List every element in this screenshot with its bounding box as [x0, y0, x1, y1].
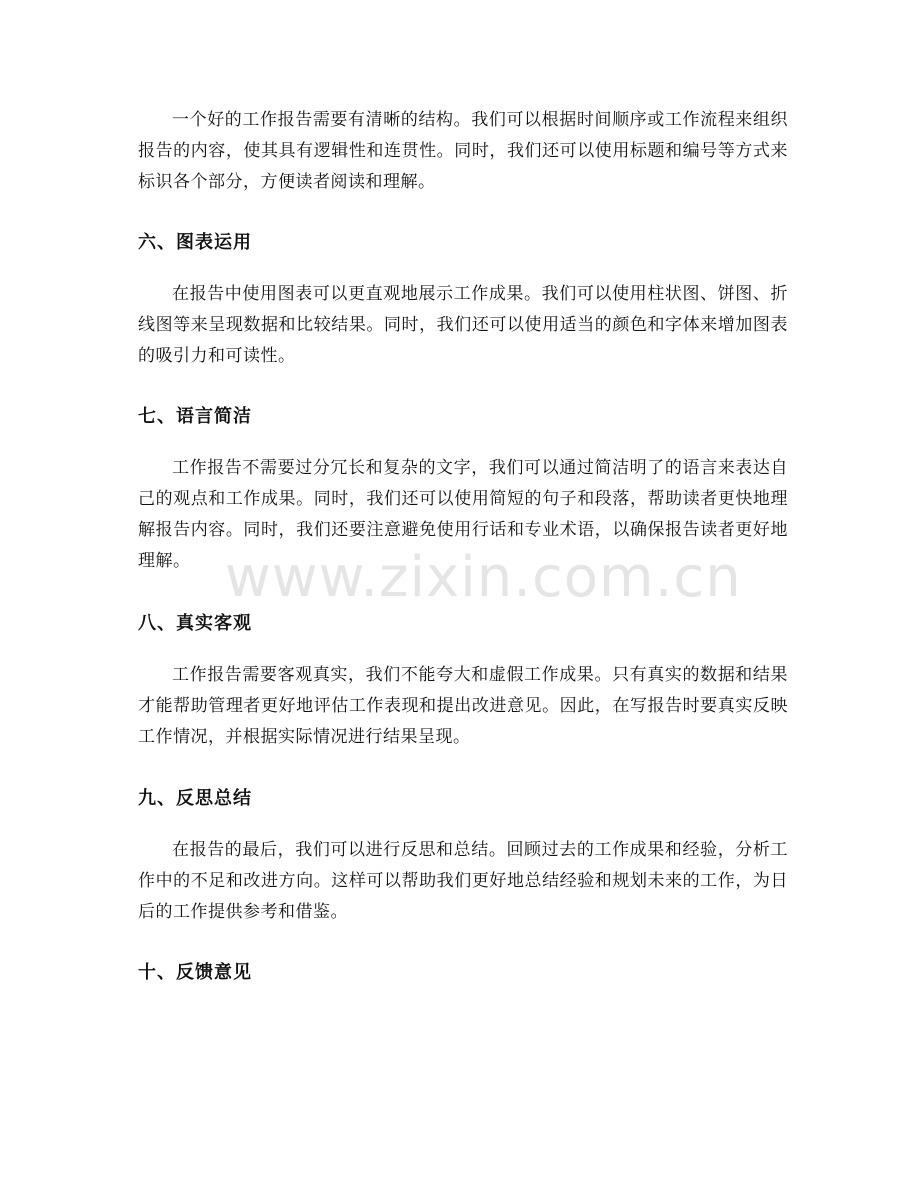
- section-paragraph-7: 工作报告不需要过分冗长和复杂的文字，我们可以通过简洁明了的语言来表达自己的观点和工作成果。同时，我们还可以使用简短的句子和段落，帮助读者更快地理解报告内容。同时，我们还要注意避免使用行话和专业术语，以确保报告读者更好地理解。: [138, 458, 788, 571]
- section-paragraph-8: 工作报告需要客观真实，我们不能夸大和虚假工作成果。只有真实的数据和结果才能帮助管理者更好地评估工作表现和提出改进意见。因此，在写报告时要真实反映工作情况，并根据实际情况进行结果呈现。: [138, 665, 788, 747]
- intro-paragraph: 一个好的工作报告需要有清晰的结构。我们可以根据时间顺序或工作流程来组织报告的内容，使其具有逻辑性和连贯性。同时，我们还可以使用标题和编号等方式来标识各个部分，方便读者阅读和理解。: [138, 110, 788, 192]
- section-10-heading-block: [138, 959, 788, 987]
- section-heading-10: 十、反馈意见: [138, 962, 252, 983]
- section-8-heading-block: [138, 610, 788, 638]
- section-9-heading-block: [138, 785, 788, 813]
- section-heading-8: 八、真实客观: [138, 613, 252, 634]
- section-paragraph-6: 在报告中使用图表可以更直观地展示工作成果。我们可以使用柱状图、饼图、折线图等来呈现数据和比较结果。同时，我们还可以使用适当的颜色和字体来增加图表的吸引力和可读性。: [138, 284, 788, 366]
- section-9-body-block: [138, 835, 788, 928]
- section-heading-6: 六、图表运用: [138, 232, 252, 253]
- intro-block: [138, 105, 788, 198]
- section-8-body-block: [138, 660, 788, 753]
- section-7-body-block: [138, 453, 788, 577]
- section-heading-9: 九、反思总结: [138, 788, 252, 809]
- section-paragraph-9: 在报告的最后，我们可以进行反思和总结。回顾过去的工作成果和经验，分析工作中的不足和改进方向。这样可以帮助我们更好地总结经验和规划未来的工作，为日后的工作提供参考和借鉴。: [138, 840, 788, 922]
- section-6-heading-block: [138, 229, 788, 257]
- watermark: www.zixin.com.cn: [225, 545, 742, 610]
- section-7-heading-block: [138, 403, 788, 431]
- section-heading-7: 七、语言简洁: [138, 406, 252, 427]
- section-6-body-block: [138, 279, 788, 372]
